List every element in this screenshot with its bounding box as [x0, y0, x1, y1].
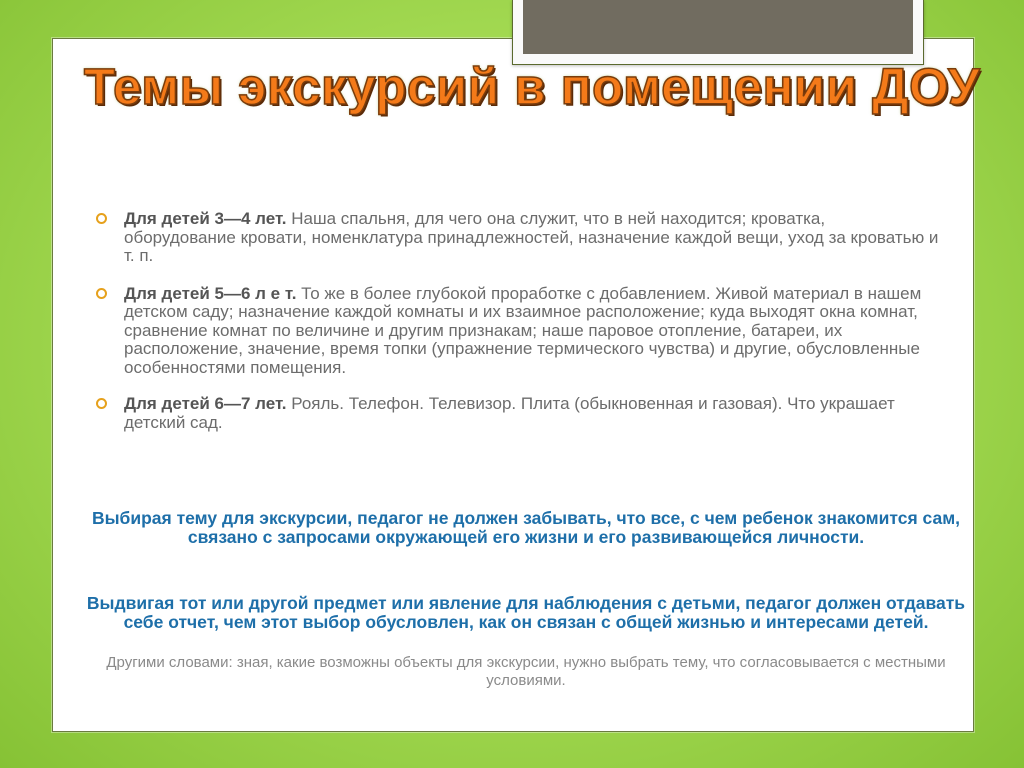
bullet-lead: Для детей 3—4 лет. [124, 209, 287, 228]
decorative-tab-fill [523, 0, 913, 54]
bullet-text: Наша спальня, для чего она служит, что в ней находится; кроватка, оборудование кровати, номенклатура принадлежностей, назначение каждой вещи, уход за кроватью и т. п. [124, 209, 939, 265]
highlight-paragraph-topic-choice: Выбирая тему для экскурсии, педагог не должен забывать, что все, с чем ребенок знакомится сам, связано с запросами окружающей его жизни и его развивающейся личности. [91, 508, 961, 547]
bullet-circle-icon [96, 398, 107, 409]
conclusion-paragraph: Другими словами: зная, какие возможны объекты для экскурсии, нужно выбрать тему, что согласовывается с местными условиями. [106, 654, 946, 689]
bullet-lead: Для детей 6—7 лет. [124, 394, 287, 413]
bullet-text: Рояль. Телефон. Телевизор. Плита (обыкновенная и газовая). Что украшает детский сад. [124, 394, 895, 432]
highlight-paragraph-subject-choice: Выдвигая тот или другой предмет или явление для наблюдения с детьми, педагог должен отдавать себе отчет, чем этот выбор обусловлен, как он связан с общей жизнью и интересами детей. [86, 593, 966, 632]
slide-title: Темы экскурсий в помещении ДОУ [83, 58, 981, 115]
bullet-lead: Для детей 5—6 л е т. [124, 283, 297, 303]
bullet-item-age-3-4 [95, 210, 940, 266]
bullet-item-age-6-7 [95, 395, 940, 432]
bullet-item-age-5-6 [95, 285, 940, 378]
decorative-top-tab [512, 0, 924, 65]
bullet-text: То же в более глубокой проработке с добавлением. Живой материал в нашем детском саду; назначение каждой комнаты и их взаимное расположение; куда выходят окна комнат, сравнение комнат по величине и другим признакам; наше паровое отопление, батареи, их расположение, значение, время топки (упражнение термического чувства) и другие, обусловленные особенностями помещения. [124, 283, 922, 377]
bullet-list [95, 210, 940, 432]
bullet-circle-icon [96, 288, 107, 299]
bullet-circle-icon [96, 213, 107, 224]
